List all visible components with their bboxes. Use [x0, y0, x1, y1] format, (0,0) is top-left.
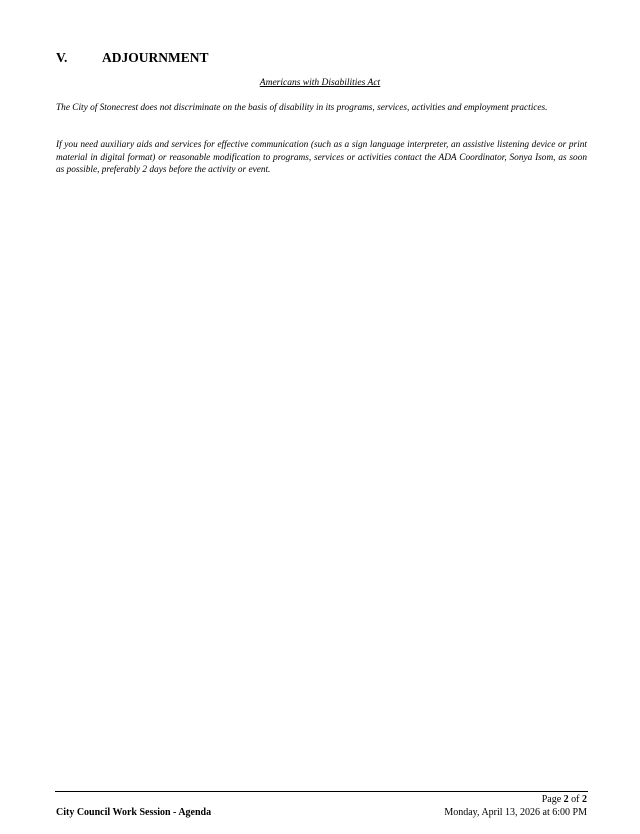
section-heading: [56, 50, 209, 66]
page-label: Page: [541, 794, 562, 805]
footer-page-number: [542, 794, 587, 805]
page-total: 2: [582, 794, 587, 805]
ada-title: Americans with Disabilities Act: [259, 78, 381, 88]
footer-document-title: City Council Work Session - Agenda: [56, 807, 212, 818]
footer-meeting-datetime: Monday, April 13, 2026 at 6:00 PM: [444, 807, 587, 818]
footer-divider: [55, 791, 588, 792]
section-title: ADJOURNMENT: [102, 50, 209, 65]
page-of: of: [571, 794, 580, 805]
section-number: V.: [56, 50, 68, 65]
ada-nondiscrimination-paragraph: The City of Stonecrest does not discriminate on the basis of disability in its programs, services, activities and employment practices.: [56, 103, 548, 113]
page-current: 2: [563, 794, 569, 805]
ada-accommodation-paragraph: If you need auxiliary aids and services for effective communication (such as a sign language interpreter, an assistive listening device or print material in digital format) or reasonable modification to programs, services or activities contact the ADA Coordinator, Sonya Isom, as soon as possible, preferably 2 days before the activity or event.: [56, 140, 587, 175]
